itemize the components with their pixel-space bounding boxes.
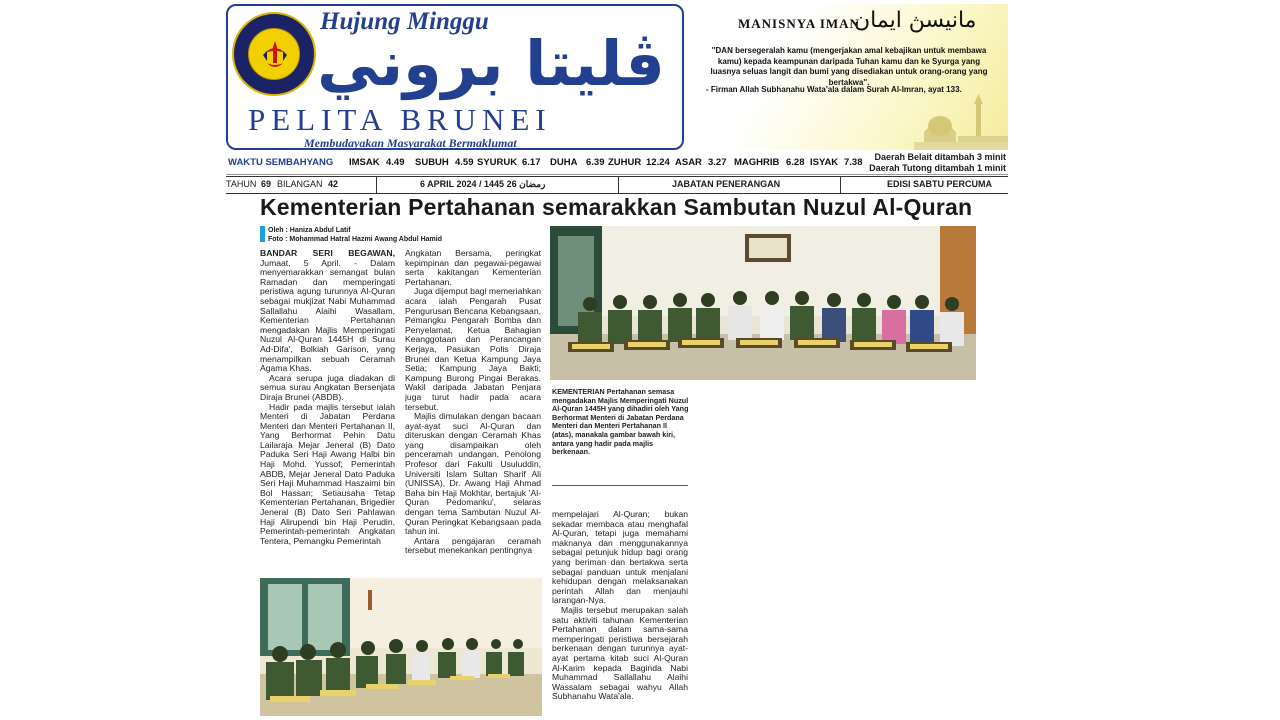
paragraph: Hadir pada majlis tersebut ialah Menteri di Jabatan Perdana Menteri dan Menteri Pertahanan II, Yang Berhormat Pehin Datu Lailaraja Mejar Jeneral (B) Dato Paduka Seri Haji Awang Halbi bin Haji Mohd. Yussof; Pemerintah ABDB, Mejar Jeneral Dato Paduka Seri Haji Muhammad Haszaimi bin Bol Hassan; Setiausaha Tetap Kementerian Pertahanan, Brigedier Jeneral (B) Dato Seri Pahlawan Haji Alirupendi bin Haji Perudin, Pemerintah-pemerintah Angkatan Tentera, Pemangku Pemerintah bbox=[260, 401, 395, 546]
motto: Membudayakan Masyarakat Bermaklumat bbox=[304, 136, 517, 150]
prayer-times-bar bbox=[226, 152, 1008, 175]
prayer-name: SUBUH bbox=[415, 157, 449, 168]
prayer-name: SYURUK bbox=[477, 157, 518, 168]
paragraph: Antara pengajaran ceramah tersebut menekankan pentingnya bbox=[405, 535, 541, 556]
prayer-name: IMSAK bbox=[349, 157, 380, 168]
mosque-illustration bbox=[914, 92, 1008, 150]
byline bbox=[260, 226, 442, 244]
edition-title: Hujung Minggu bbox=[320, 8, 489, 35]
caption-rule bbox=[552, 485, 688, 486]
prayer-name: ISYAK bbox=[810, 157, 839, 168]
paragraph: Majlis dimulakan dengan bacaan ayat-ayat suci Al-Quran dan diteruskan dengan Ceramah Khas yang disampaikan oleh penceramah undangan, Penolong Profesor dari Fakulti Usuluddin, Universiti Islam Sultan Sharif Ali (UNISSA), Dr. Awang Haji Ahmad Baha bin Haji Mokhtar, bertajuk 'Al-Quran Pedomanku', selaras dengan tema Sambutan Nuzul Al-Quran Peringkat Kebangsaan pada tahun ini. bbox=[405, 411, 541, 537]
prayer-time: 6.17 bbox=[522, 157, 541, 168]
prayer-name: ZUHUR bbox=[608, 157, 642, 168]
prayer-time: 7.38 bbox=[844, 157, 863, 168]
paragraph: Angkatan Bersama, peringkat kepimpinan dan pegawai-pegawai serta kakitangan Kementerian Pertahanan. bbox=[405, 249, 541, 287]
iman-title: MANISNYA IMAN bbox=[738, 16, 860, 31]
bilangan-label: BILANGAN bbox=[277, 179, 323, 189]
main-photo bbox=[550, 226, 976, 380]
newspaper-page bbox=[224, 0, 1010, 720]
district-note bbox=[869, 152, 1006, 173]
photographer: Foto : Mohammad Hatral Hazmi Awang Abdul Hamid bbox=[268, 236, 442, 243]
brunei-crest-icon bbox=[261, 39, 289, 71]
edition-bar bbox=[226, 176, 1008, 194]
iman-quote: ''DAN bersegeralah kamu (mengerjakan amal kebajikan untuk membawa kamu) kepada keampunan daripada Tuhan kamu dan ke Syurga yang luasnya seluas langit dan bumi yang disediakan untuk orang-orang yang bertakwa''. bbox=[710, 46, 988, 87]
prayer-name: ASAR bbox=[675, 157, 702, 168]
iman-title-jawi: مانيسڽ ايمان bbox=[854, 8, 977, 33]
jawi-masthead: ڤليتا بروني bbox=[317, 27, 665, 100]
edition-date: 6 APRIL 2024 / 1445 رمضان 26 bbox=[420, 179, 546, 189]
paragraph: Juga dijemput bagi memeriahkan acara ialah Pengarah Pusat Pengurusan Bencana Kebangsaan, Pemangku Pengarah Bomba dan Penyelamat, Ketua Bahagian Keanggotaan dan Perancangan Kerjaya, Pasukan Polis Diraja Brunei dan Ketua Kampung Jaya Setia; Kampung Jaya Bakti; Kampung Burong Pingai Berakas. Wakil daripada Jabatan Penjara juga turut hadir pada acara tersebut. bbox=[405, 286, 541, 412]
free-edition: EDISI SABTU PERCUMA bbox=[887, 179, 993, 189]
department: JABATAN PENERANGAN bbox=[672, 179, 781, 189]
tahun-value: 69 bbox=[261, 179, 272, 189]
article-column-3 bbox=[552, 510, 688, 718]
paragraph: Acara serupa juga diadakan di semua surau Angkatan Bersenjata Diraja Brunei (ABDB). bbox=[260, 372, 395, 402]
tahun-label: TAHUN bbox=[226, 179, 257, 189]
paragraph: Majlis tersebut merupakan salah satu aktiviti tahunan Kementerian Pertahanan dalam sama-sama memperingati peristiwa bersejarah berkenaan dengan turunnya ayat-ayat pertama kitab suci Al-Quran Al-Karim kepada Baginda Nabi Muhammad Sallallahu Alaihi Wassalam sebagai wahyu Allah Subhanahu Wata'ala. bbox=[552, 604, 688, 702]
article-headline: Kementerian Pertahanan semarakkan Sambutan Nuzul Al-Quran bbox=[260, 194, 973, 220]
prayer-time: 6.39 bbox=[586, 157, 605, 168]
paper-name: PELITA BRUNEI bbox=[248, 102, 552, 137]
prayer-time: 12.24 bbox=[646, 157, 670, 168]
author: Oleh : Haniza Abdul Latif bbox=[268, 227, 351, 234]
paragraph: Jumaat, 5 April. - Dalam menyemarakkan semangat bulan Ramadan dan memperingati peristiwa agung turunnya Al-Quran sebagai mukjizat Nabi Muhammad Sallallahu Alaihi Wasallam, Kementerian Pertahanan mengadakan Majlis Memperingati Nuzul Al-Quran 1445H di Surau Ad-Difa', Bolkiah Garison, yang menampilkan sebuah Ceramah Agama Khas. bbox=[260, 257, 395, 374]
prayer-label: WAKTU SEMBAHYANG bbox=[228, 157, 334, 168]
article-column-1 bbox=[260, 249, 395, 571]
masthead bbox=[226, 4, 684, 150]
prayer-time: 3.27 bbox=[708, 157, 727, 168]
article-column-2 bbox=[405, 249, 541, 571]
prayer-time: 4.59 bbox=[455, 157, 474, 168]
tutong-note: Daerah Tutong ditambah 1 minit bbox=[869, 162, 1006, 173]
belait-note: Daerah Belait ditambah 3 minit bbox=[874, 152, 1006, 162]
iman-source: - Firman Allah Subhanahu Wata'ala dalam Surah Al-Imran, ayat 133. bbox=[706, 85, 962, 94]
prayer-time: 4.49 bbox=[386, 157, 405, 168]
paragraph: mempelajari Al-Quran; bukan sekadar membaca atau menghafal Al-Quran, tetapi juga memahami maknanya dan menggunakannya sebagai petunjuk hidup bagi orang yang beriman dan bertakwa serta sebagai panduan untuk menjalani kehidupan dengan melaksanakan perintah Allah dan menjauhi larangan-Nya. bbox=[552, 510, 688, 606]
crest-logo bbox=[232, 12, 316, 96]
prayer-time: 6.28 bbox=[786, 157, 805, 168]
photo-caption: KEMENTERIAN Pertahanan semasa mengadakan Majlis Memperingati Nuzul Al-Quran 1445H yang dihadiri oleh Yang Berhormat Menteri di Jabatan Perdana Menteri dan Menteri Pertahanan II (atas), manakala gambar bawah kiri, antara yang hadir pada majlis berkenaan. bbox=[552, 387, 689, 457]
prayer-name: DUHA bbox=[550, 157, 578, 168]
dateline: BANDAR SERI BEGAWAN, bbox=[260, 249, 395, 258]
bilangan-value: 42 bbox=[328, 179, 339, 189]
secondary-photo bbox=[260, 578, 542, 716]
manisnya-iman-box bbox=[684, 4, 1008, 150]
prayer-name: MAGHRIB bbox=[734, 157, 780, 168]
